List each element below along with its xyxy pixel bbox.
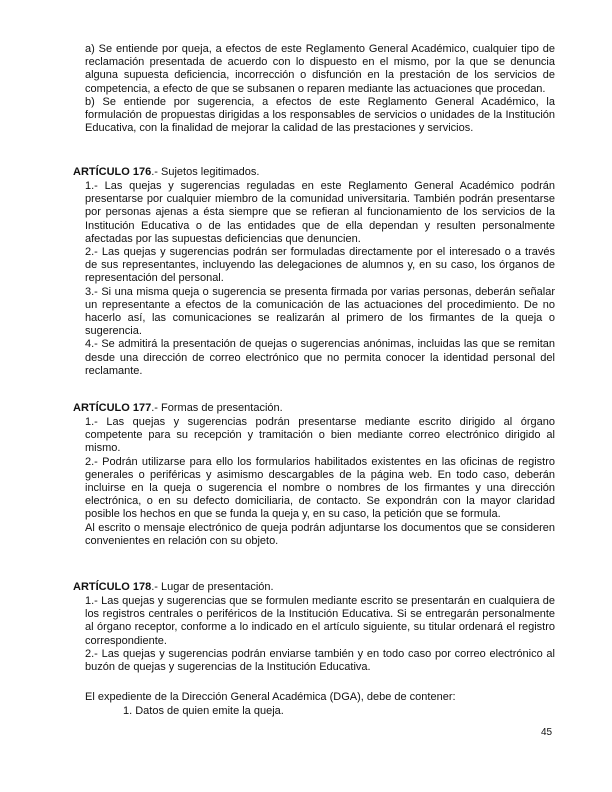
article-176-number: ARTÍCULO 176: [73, 166, 152, 178]
article-178-paragraph-2: 2.- Las quejas y sugerencias podrán enviarse también y en todo caso por correo electrónico al buzón de quejas y sugerencias de la Institución Educativa.: [85, 647, 555, 674]
article-176-heading: [73, 166, 259, 179]
article-176-title: .- Sujetos legitimados.: [151, 166, 260, 178]
article-178-paragraph-1: 1.- Las quejas y sugerencias que se formulen mediante escrito se presentarán en cualquiera de los registros centrales o periféricos de la Institución Educativa. Si se entregarán personalmente al órgano receptor, conforme a lo indicado en el artículo siguiente, su titular ordenará el registro correspondiente.: [85, 595, 555, 647]
article-177-body: [85, 416, 555, 548]
article-177-paragraph-2: 2.- Podrán utilizarse para ello los formularios habilitados existentes en las oficinas de registro generales o periféricas y asimismo descargables de la página web. En todo caso, deberán incluirse en la queja o sugerencia el nombre o nombres de los firmantes y una dirección electrónica, o en su defecto domiciliaria, de contacto. Se expondrán con la mayor claridad posible los hechos en que se funda la queja y, en su caso, la petición que se formula.: [85, 455, 555, 521]
intro-section: [85, 43, 555, 135]
article-176-paragraph-4: 4.- Se admitirá la presentación de quejas o sugerencias anónimas, incluidas las que se remitan desde una dirección de correo electrónico que no permita conocer la identidad personal del reclamante.: [85, 338, 555, 377]
article-176-paragraph-2: 2.- Las quejas y sugerencias podrán ser formuladas directamente por el interesado o a través de sus representantes, incluyendo las delegaciones de alumnos y, en su caso, los órganos de representación del personal.: [85, 246, 555, 285]
article-178-heading: [73, 581, 274, 594]
article-176-paragraph-3: 3.- Si una misma queja o sugerencia se presenta firmada por varias personas, deberán señalar un representante a efectos de la comunicación de las actuaciones del procedimiento. De no hacerlo así, las comunicaciones se realizarán al primero de los firmantes de la queja o sugerencia.: [85, 285, 555, 338]
article-177-paragraph-3: Al escrito o mensaje electrónico de queja podrán adjuntarse los documentos que se consideren convenientes en relación con su objeto.: [85, 521, 555, 547]
article-178-number: ARTÍCULO 178: [73, 581, 152, 593]
closing-list-item-1: 1. Datos de quien emite la queja.: [123, 705, 284, 717]
article-176-paragraph-1: 1.- Las quejas y sugerencias reguladas en este Reglamento General Académico podrán presentarse por cualquier miembro de la comunidad universitaria. También podrán presentarse por personas ajenas a ésta siempre que se refieran al funcionamiento de los servicios de la Institución Educativa o de las entidades que de ella dependan y resulten personalmente afectadas por las supuestas deficiencias que denuncien.: [85, 180, 555, 245]
article-177-heading: [73, 402, 283, 415]
article-178-body: [85, 595, 555, 674]
closing-statement: El expediente de la Dirección General Académica (DGA), debe de contener:: [85, 691, 456, 703]
article-178-title: .- Lugar de presentación.: [151, 581, 274, 593]
article-176-body: [85, 180, 555, 378]
article-177-number: ARTÍCULO 177: [73, 402, 152, 414]
article-177-title: .- Formas de presentación.: [151, 402, 283, 414]
article-177-paragraph-1: 1.- Las quejas y sugerencias podrán presentarse mediante escrito dirigido al órgano competente para su recepción y tramitación o bien mediante correo electrónico dirigido al mismo.: [85, 416, 555, 455]
page-number: 45: [541, 727, 553, 738]
intro-paragraph-a: a) Se entiende por queja, a efectos de este Reglamento General Académico, cualquier tipo de reclamación presentada de acuerdo con lo dispuesto en el mismo, por la que se denuncia alguna supuesta deficiencia, incorrección o disfunción en la prestación de los servicios de competencia, a efecto de que se subsanen o reparen mediante las actuaciones que procedan.: [85, 43, 555, 95]
intro-paragraph-b: b) Se entiende por sugerencia, a efectos de este Reglamento General Académico, la formulación de propuestas dirigidas a los responsables de servicios o unidades de la Institución Educativa, con la finalidad de mejorar la calidad de las prestaciones y servicios.: [85, 95, 555, 135]
